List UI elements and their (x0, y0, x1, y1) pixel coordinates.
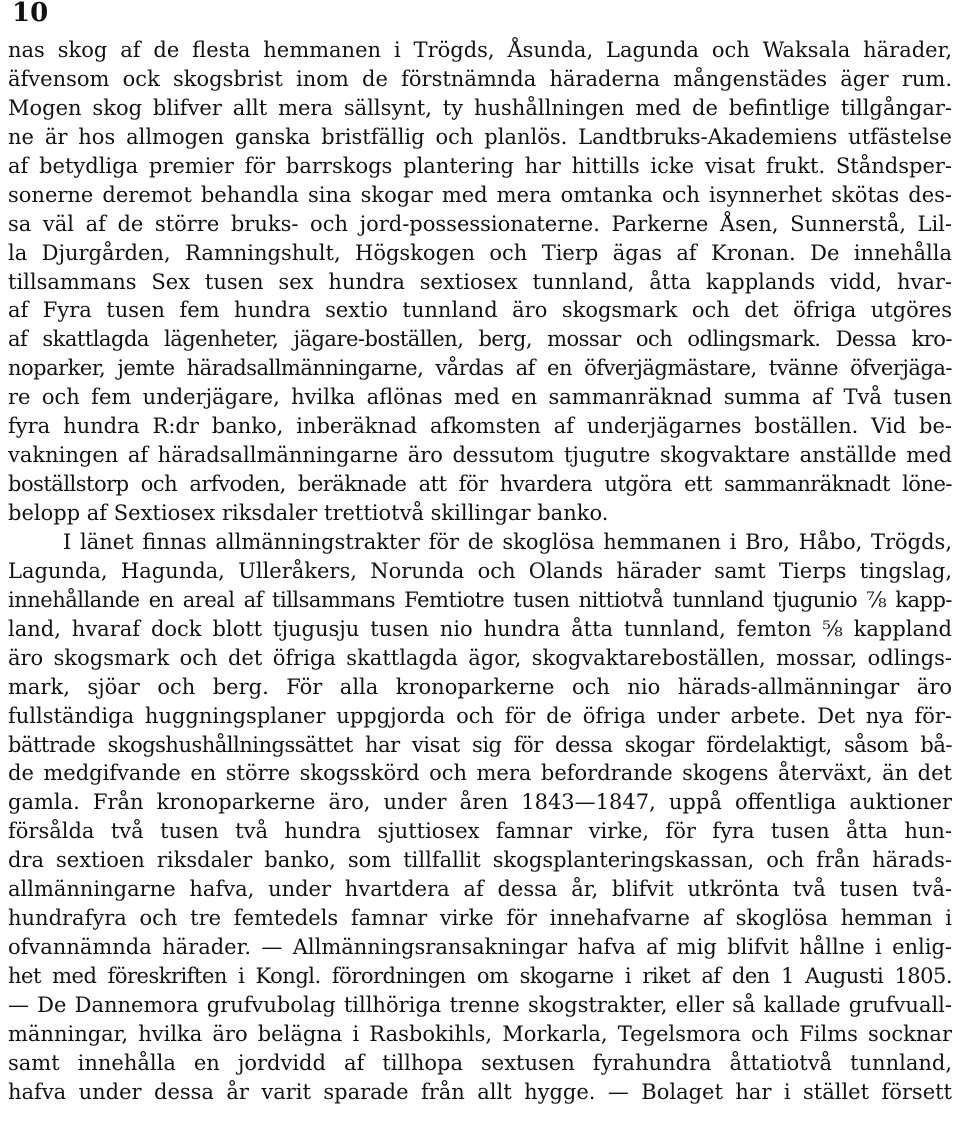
text-line: re och fem underjägare, hvilka aflönas med en sammanräknad summa af Två tusen (8, 385, 952, 410)
text-line: innehållande en areal af tillsammans Femtiotre tusen nittiotvå tunnland tjugunio ⅞ kapp- (8, 587, 952, 612)
text-line: samt innehålla en jordvidd af tillhopa sextusen fyrahundra åttatiotvå tunnland, (8, 1050, 952, 1075)
text-line: äro skogsmark och det öfriga skattlagda ägor, skogvaktareboställen, mossar, odlings- (8, 645, 952, 670)
text-line: noparker, jemte häradsallmänningarne, vårdas af en öfverjägmästare, tvänne öfverjäga- (8, 356, 952, 381)
text-line: land, hvaraf dock blott tjugusju tusen nio hundra åtta tunnland, femton ⅝ kappland (8, 616, 952, 641)
text-line: boställstorp och arfvoden, beräknade att för hvardera utgöra ett sammanräknadt löne- (8, 472, 952, 497)
text-line: sa väl af de större bruks- och jord-possessionaterne. Parkerne Åsen, Sunnerstå, Lil- (8, 211, 952, 236)
text-line: mark, sjöar och berg. För alla kronoparkerne och nio härads-allmänningar äro (8, 674, 952, 699)
text-line: fyra hundra R:dr banko, inberäknad afkomsten af underjägarnes boställen. Vid be- (8, 414, 952, 439)
text-line: männingar, hvilka äro belägna i Rasbokihls, Morkarla, Tegelsmora och Films socknar (8, 1021, 952, 1046)
text-line: sonerne deremot behandla sina skogar med mera omtanka och isynnerhet skötas des- (8, 182, 952, 207)
text-line: äfvensom ock skogsbrist inom de förstnämnda häraderna mångenstädes äger rum. (8, 66, 952, 91)
text-line: I länet finnas allmänningstrakter för de skoglösa hemmanen i Bro, Håbo, Trögds, (63, 529, 952, 554)
text-line: af skattlagda lägenheter, jägare-boställen, berg, mossar och odlingsmark. Dessa kro- (8, 327, 952, 352)
text-line: ofvannämnda härader. — Allmänningsransakningar hafva af mig blifvit hållne i enlig- (8, 935, 952, 960)
text-line: Mogen skog blifver allt mera sällsynt, ty hushållningen med de befintlige tillgångar- (8, 95, 952, 120)
text-line: gamla. Från kronoparkerne äro, under åren 1843—1847, uppå offentliga auktioner (8, 790, 952, 815)
text-line: nas skog af de flesta hemmanen i Trögds, Åsunda, Lagunda och Waksala härader, (8, 38, 952, 62)
text-line: dra sextioen riksdaler banko, som tillfallit skogsplanteringskassan, och från härads- (8, 848, 952, 873)
text-line: tillsammans Sex tusen sex hundra sextiosex tunnland, åtta kapplands vidd, hvar- (8, 269, 952, 294)
text-line: de medgifvande en större skogsskörd och mera befordrande skogens återväxt, än det (8, 761, 952, 786)
text-line: af Fyra tusen fem hundra sextio tunnland äro skogsmark och det öfriga utgöres (8, 298, 952, 323)
page-number: 10 (12, 0, 49, 28)
text-line: ne är hos allmogen ganska bristfällig och planlös. Landtbruks-Akademiens utfästelse (8, 124, 952, 149)
text-line: la Djurgården, Ramningshult, Högskogen och Tierp ägas af Kronan. De innehålla (8, 240, 952, 265)
text-line: — De Dannemora grufvubolag tillhöriga trenne skogstrakter, eller så kallade grufvuall- (8, 992, 952, 1017)
text-line: belopp af Sextiosex riksdaler trettiotvå skillingar banko. (8, 501, 609, 525)
text-line: af betydliga premier för barrskogs plantering har hittills icke visat frukt. Ståndsper- (8, 153, 952, 178)
text-line: försålda två tusen två hundra sjuttiosex famnar virke, för fyra tusen åtta hun- (8, 819, 952, 844)
text-line: hundrafyra och tre femtedels famnar virke för innehafvarne af skoglösa hemman i (8, 906, 952, 931)
body-text (8, 36, 952, 1107)
text-line: Lagunda, Hagunda, Ulleråkers, Norunda och Olands härader samt Tierps tingslag, (8, 558, 952, 583)
text-line: fullständiga huggningsplaner uppgjorda och för de öfriga under arbete. Det nya för- (8, 703, 952, 728)
text-line: vakningen af häradsallmänningarne äro dessutom tjugutre skogvaktare anställde med (8, 443, 952, 468)
text-line: het med föreskriften i Kongl. förordningen om skogarne i riket af den 1 Augusti 1805. (8, 964, 952, 988)
text-line: hafva under dessa år varit sparade från allt hygge. — Bolaget har i stället försett (8, 1079, 952, 1104)
text-line: allmänningarne hafva, under hvartdera af dessa år, blifvit utkrönta två tusen två- (8, 877, 952, 902)
text-line: bättrade skogshushållningssättet har visat sig för dessa skogar fördelaktigt, såsom bå- (8, 732, 952, 757)
